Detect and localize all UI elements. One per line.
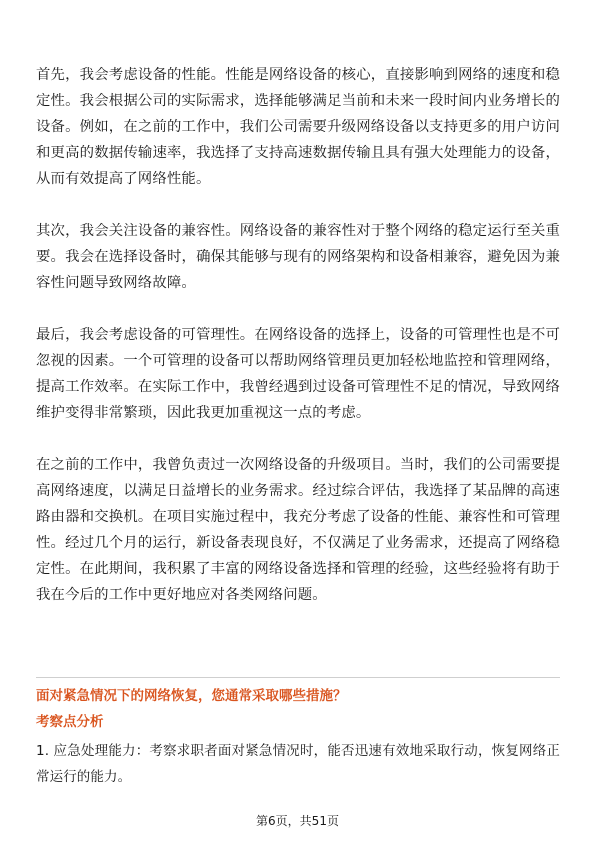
section-title: 考察点分析: [36, 714, 104, 730]
paragraph-compatibility: 其次，我会关注设备的兼容性。网络设备的兼容性对于整个网络的稳定运行至关重要。我会在选择设备时，确保其能够与现有的网络架构和设备相兼容，避免因为兼容性问题导致网络故障。: [36, 223, 560, 291]
section-divider: [36, 677, 560, 678]
question-heading: 面对紧急情况下的网络恢复，您通常采取哪些措施？: [36, 688, 347, 704]
paragraph-experience: 在之前的工作中，我曾负责过一次网络设备的升级项目。当时，我们的公司需要提高网络速度，以满足日益增长的业务需求。经过综合评估，我选择了某品牌的高速路由器和交换机。在项目实施过程中，我充分考虑了设备的性能、兼容性和可管理性。经过几个月的运行，新设备表现良好，不仅满足了业务需求，还提高了网络稳定性。在此期间，我积累了丰富的网络设备选择和管理的经验，这些经验将有助于我在今后的工作中更好地应对各类网络问题。: [36, 457, 560, 603]
paragraph-gap: [36, 426, 560, 452]
page-footer: 第6页，共51页: [256, 814, 339, 828]
paragraph-performance: 首先，我会考虑设备的性能。性能是网络设备的核心，直接影响到网络的速度和稳定性。我会根据公司的实际需求，选择能够满足当前和未来一段时间内业务增长的设备。例如，在之前的工作中，我们公司需要升级网络设备以支持更多的用户访问和更高的数据传输速率，我选择了支持高速数据传输且具有强大处理能力的设备，从而有效提高了网络性能。: [36, 67, 560, 187]
paragraph-gap: [36, 192, 560, 218]
answer-body: [36, 62, 560, 608]
paragraph-gap: [36, 296, 560, 322]
paragraph-manageability: 最后，我会考虑设备的可管理性。在网络设备的选择上，设备的可管理性也是不可忽视的因素。一个可管理的设备可以帮助网络管理员更加轻松地监控和管理网络，提高工作效率。在实际工作中，我曾经遇到过设备可管理性不足的情况，导致网络维护变得非常繁琐，因此我更加重视这一点的考虑。: [36, 327, 560, 421]
analysis-item: 1. 应急处理能力：考察求职者面对紧急情况时，能否迅速有效地采取行动，恢复网络正常运行的能力。: [36, 743, 560, 785]
